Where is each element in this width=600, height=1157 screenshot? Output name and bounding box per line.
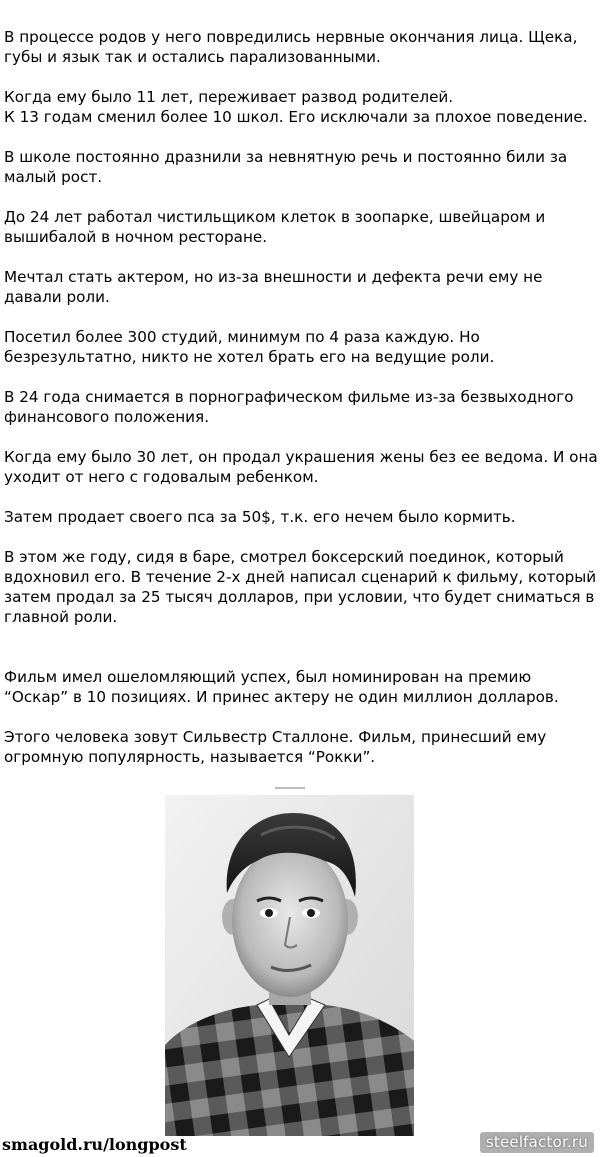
article-body <box>4 27 598 787</box>
paragraph-reveal: Этого человека зовут Сильвестр Сталлоне. Фильм, принесший ему огромную популярность, называется “Рокки”. <box>4 728 547 766</box>
paragraph-school: В школе постоянно дразнили за невнятную речь и постоянно били за малый рост. <box>4 148 568 186</box>
paragraph-dream: Мечтал стать актером, но из-за внешности и дефекта речи ему не давали роли. <box>4 268 543 306</box>
watermark: steelfactor.ru <box>480 1132 594 1153</box>
paragraph-birth: В процессе родов у него повредились нервные окончания лица. Щека, губы и язык так и остались парализованными. <box>4 28 578 66</box>
source-credit: smagold.ru/longpost <box>2 1135 187 1154</box>
boy-portrait-illustration <box>165 795 414 1136</box>
paragraph-studios: Посетил более 300 студий, минимум по 4 раза каждую. Но безрезультатно, никто не хотел брать его на ведущие роли. <box>4 328 495 366</box>
photo-caption-mark <box>275 787 305 789</box>
portrait-photo <box>165 781 414 1136</box>
paragraph-screenplay: В этом же году, сидя в баре, смотрел боксерский поединок, который вдохновил его. В течение 2-х дней написал сценарий к фильму, который затем продал за 25 тысяч долларов, при условии, что будет сниматься в главной роли. <box>4 548 597 626</box>
paragraph-jewelry: Когда ему было 30 лет, он продал украшения жены без ее ведома. И она уходит от него с годовалым ребенком. <box>4 448 598 486</box>
paragraph-childhood: Когда ему было 11 лет, переживает развод родителей. К 13 годам сменил более 10 школ. Его исключали за плохое поведение. <box>4 88 588 126</box>
paragraph-dog: Затем продает своего пса за 50$, т.к. его нечем было кормить. <box>4 508 516 526</box>
paragraph-jobs: До 24 лет работал чистильщиком клеток в зоопарке, швейцаром и вышибалой в ночном ресторане. <box>4 208 546 246</box>
paragraph-film-24: В 24 года снимается в порнографическом фильме из-за безвыходного финансового положения. <box>4 388 574 426</box>
paragraph-success: Фильм имел ошеломляющий успех, был номинирован на премию “Оскар” в 10 позициях. И принес актеру не один миллион долларов. <box>4 668 559 706</box>
